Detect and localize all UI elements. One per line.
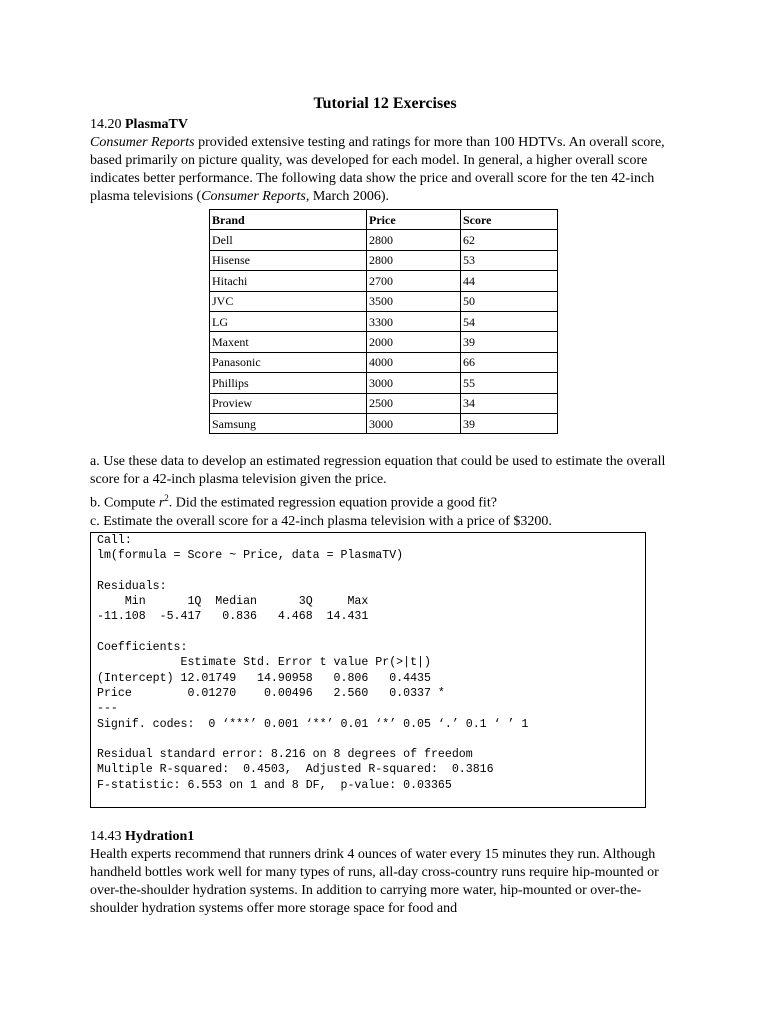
problem-number: 14.43 (90, 828, 122, 844)
cell-brand: Hitachi (210, 271, 367, 291)
cell-brand: Samsung (210, 413, 367, 433)
cell-price: 3300 (367, 311, 461, 331)
table-row (210, 311, 558, 331)
r-output-line: Coefficients: (97, 641, 188, 655)
problem-name: PlasmaTV (125, 117, 188, 132)
r-output-line: Estimate Std. Error t value Pr(>|t|) (97, 656, 431, 670)
question-b-text-end: . Did the estimated regression equation provide a good fit? (168, 495, 497, 511)
problem-text: Health experts recommend that runners drink 4 ounces of water every 15 minutes they run. Although handheld bottles work well for many types of runs, all-day cross-country runs require hip-mounted or over-the-shoulder hydration systems. In addition to carrying more water, hip-mounted or over-the-shoulder hydration systems offer more storage space for food and (90, 846, 659, 916)
source-citation: Consumer Reports (90, 135, 195, 150)
r-regression-output (90, 532, 646, 808)
problem-name: Hydration1 (125, 828, 195, 844)
cell-score: 39 (461, 413, 558, 433)
document-page (90, 90, 680, 918)
plasma-tv-table (209, 209, 558, 434)
cell-brand: JVC (210, 291, 367, 311)
cell-price: 3500 (367, 291, 461, 311)
problem-heading-plasmatv (90, 116, 680, 134)
r-output-line: Residuals: (97, 579, 167, 593)
cell-score: 39 (461, 332, 558, 352)
questions (90, 453, 680, 531)
question-c: c. Estimate the overall score for a 42-inch plasma television with a price of $3200. (90, 513, 552, 529)
cell-price: 2800 (367, 250, 461, 270)
r-output-line (97, 732, 645, 747)
cell-brand: Phillips (210, 373, 367, 393)
cell-price: 2500 (367, 393, 461, 413)
r-variable: r (158, 495, 165, 511)
table-row (210, 250, 558, 270)
problem-number: 14.20 (90, 117, 122, 132)
r-output-line: Min 1Q Median 3Q Max (97, 595, 369, 609)
intro-text-end: , March 2006). (305, 189, 390, 204)
r-output-line (97, 564, 645, 579)
cell-brand: Hisense (210, 250, 367, 270)
table-row (210, 393, 558, 413)
table-header-row (210, 210, 558, 230)
cell-price: 2800 (367, 230, 461, 250)
table-row (210, 230, 558, 250)
cell-score: 54 (461, 311, 558, 331)
question-a: a. Use these data to develop an estimated regression equation that could be used to estimate the overall score for a 42-inch plasma television given the price. (90, 454, 666, 488)
r-output-line: Signif. codes: 0 ‘***’ 0.001 ‘**’ 0.01 ‘*’ 0.05 ‘.’ 0.1 ‘ ’ 1 (97, 717, 529, 731)
table-body (210, 230, 558, 434)
r-output-line: (Intercept) 12.01749 14.90958 0.806 0.4435 (97, 671, 431, 685)
cell-brand: Dell (210, 230, 367, 250)
header-price: Price (367, 210, 461, 230)
table-row (210, 373, 558, 393)
r-output-line: lm(formula = Score ~ Price, data = PlasmaTV) (97, 549, 404, 563)
header-brand: Brand (210, 210, 367, 230)
cell-score: 66 (461, 352, 558, 372)
cell-price: 2000 (367, 332, 461, 352)
cell-score: 34 (461, 393, 558, 413)
question-b-text: b. Compute (90, 495, 159, 511)
cell-price: 2700 (367, 271, 461, 291)
table-row (210, 271, 558, 291)
source-citation-2: Consumer Reports (201, 189, 306, 204)
cell-price: 3000 (367, 373, 461, 393)
cell-brand: LG (210, 311, 367, 331)
table-row (210, 332, 558, 352)
r-output-line: Price 0.01270 0.00496 2.560 0.0337 * (97, 686, 445, 700)
r-output-line: F-statistic: 6.553 on 1 and 8 DF, p-value: 0.03365 (97, 778, 452, 792)
cell-brand: Maxent (210, 332, 367, 352)
cell-brand: Panasonic (210, 352, 367, 372)
r-output-line: --- (97, 702, 118, 716)
intro-text: provided extensive testing and ratings for more than 100 HDTVs. An overall score, based primarily on picture quality, was developed for each model. In general, a higher overall score indicates better performance. The following data show the price and overall score for the ten 42-inch plasma televisions ( (90, 135, 665, 204)
r-exponent: 2 (164, 493, 169, 504)
r-output-line: Multiple R-squared: 0.4503, Adjusted R-squared: 0.3816 (97, 763, 494, 777)
header-score: Score (461, 210, 558, 230)
cell-score: 62 (461, 230, 558, 250)
problem-heading-hydration (90, 828, 680, 846)
page-title: Tutorial 12 Exercises (313, 95, 457, 112)
cell-brand: Proview (210, 393, 367, 413)
table-row (210, 291, 558, 311)
r-output-line: Residual standard error: 8.216 on 8 degrees of freedom (97, 748, 473, 762)
cell-score: 50 (461, 291, 558, 311)
question-b (90, 489, 680, 513)
r-output-line: Call: (97, 533, 132, 547)
r-output-line: -11.108 -5.417 0.836 4.468 14.431 (97, 610, 369, 624)
table-row (210, 352, 558, 372)
cell-score: 53 (461, 250, 558, 270)
cell-price: 3000 (367, 413, 461, 433)
table-row (210, 413, 558, 433)
problem-intro (90, 134, 680, 206)
r-output-line (97, 625, 645, 640)
cell-price: 4000 (367, 352, 461, 372)
cell-score: 44 (461, 271, 558, 291)
cell-score: 55 (461, 373, 558, 393)
